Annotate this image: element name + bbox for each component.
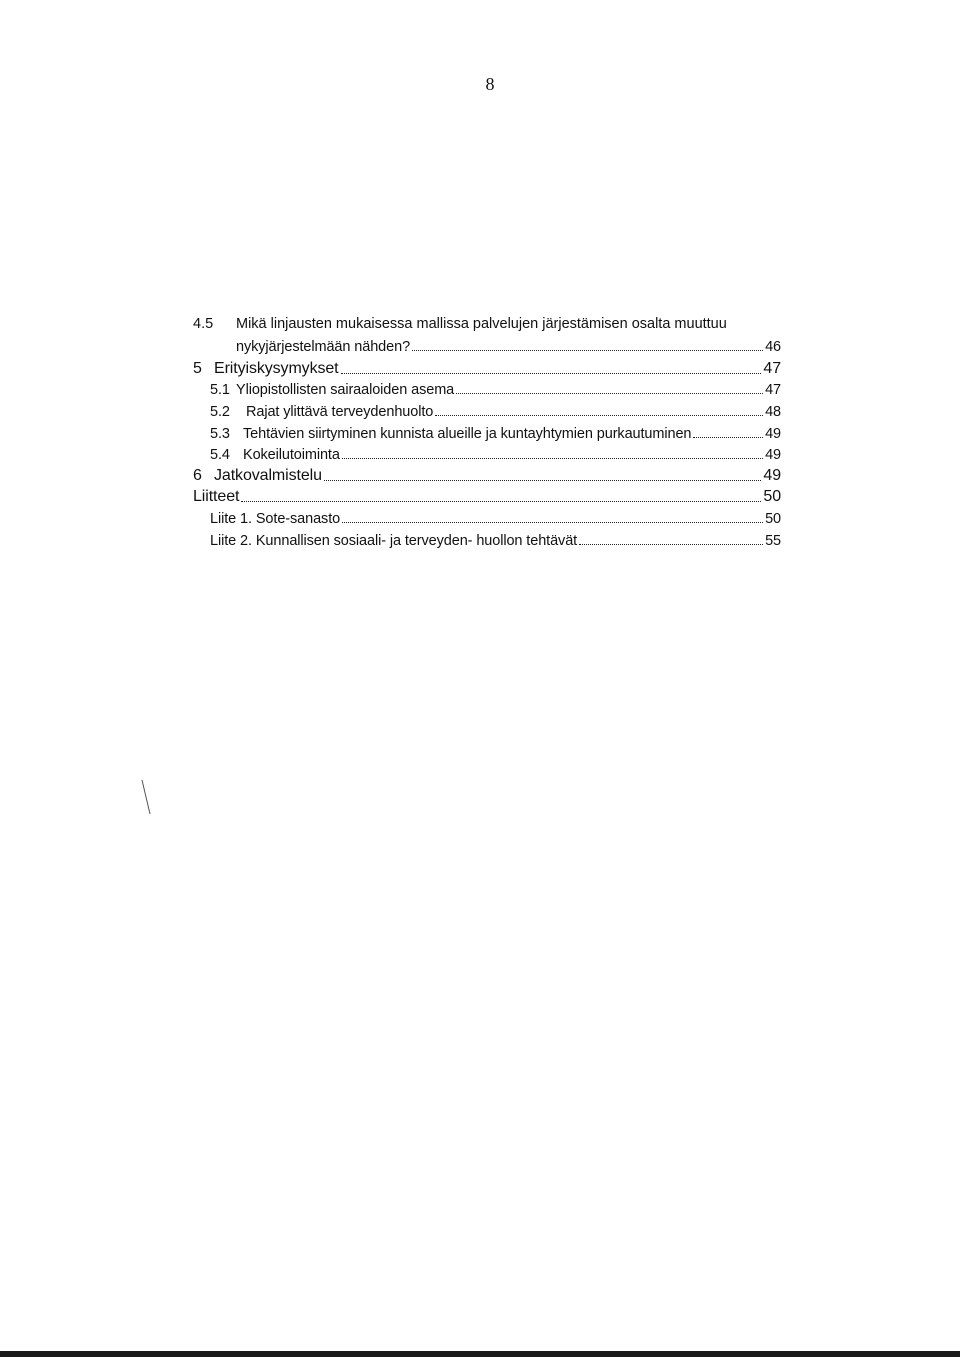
toc-item-4-5-page: 46 [765,339,781,355]
toc-item-5-2[interactable] [210,404,781,420]
leader-dots [693,437,763,438]
toc-item-4-5-number: 4.5 [193,316,214,332]
toc-item-liite-2[interactable] [210,533,781,549]
table-of-contents [0,0,960,600]
toc-item-liitteet-page: 50 [763,488,781,505]
toc-item-liite-1[interactable] [210,511,781,527]
leader-dots [342,458,763,459]
toc-item-5-1-number: 5.1 [210,382,230,398]
leader-dots [579,544,763,545]
toc-item-liite-2-title: Liite 2. Kunnallisen sosiaali- ja terveyden- huollon tehtävät [210,533,578,549]
toc-item-5-title: Erityiskysymykset [214,360,339,377]
toc-item-5-4-page: 49 [765,447,781,463]
toc-item-5-3[interactable] [210,426,781,442]
toc-item-5[interactable] [193,360,781,378]
scan-bottom-edge [0,1351,960,1357]
toc-item-5-4-number: 5.4 [210,447,230,463]
toc-item-6-title: Jatkovalmistelu [214,467,322,484]
toc-item-5-4[interactable] [210,447,781,463]
toc-item-liitteet-title: Liitteet [193,488,240,505]
toc-item-5-2-number: 5.2 [210,404,230,420]
leader-dots [435,415,763,416]
toc-item-5-4-title: Kokeilutoiminta [243,447,340,463]
toc-item-5-1-title: Yliopistollisten sairaaloiden asema [236,382,455,398]
toc-item-5-2-page: 48 [765,404,781,420]
leader-dots [342,522,763,523]
toc-item-6-number: 6 [193,467,202,484]
leader-dots [324,480,762,481]
toc-item-5-3-page: 49 [765,426,781,442]
toc-item-5-2-title: Rajat ylittävä terveydenhuolto [246,404,434,420]
page-number: 8 [485,74,495,94]
toc-item-5-number: 5 [193,360,202,377]
toc-item-6[interactable] [193,467,781,485]
toc-item-5-3-title: Tehtävien siirtyminen kunnista alueille ja kuntayhtymien purkautuminen [243,426,692,442]
toc-item-liitteet[interactable] [193,488,781,506]
toc-item-4-5-title-line1: Mikä linjausten mukaisessa mallissa palvelujen järjestämisen osalta muuttuu [236,316,727,332]
leader-dots [412,350,763,351]
leader-dots [341,373,762,374]
toc-item-liite-1-page: 50 [765,511,781,527]
toc-item-4-5[interactable] [236,339,781,355]
toc-item-6-page: 49 [763,467,781,484]
toc-item-liite-2-page: 55 [765,533,781,549]
toc-item-4-5-title-line2: nykyjärjestelmään nähden? [236,339,411,355]
leader-dots [456,393,763,394]
toc-item-5-3-number: 5.3 [210,426,230,442]
scan-artifact [140,778,154,818]
toc-item-5-1[interactable] [210,382,781,398]
toc-item-5-1-page: 47 [765,382,781,398]
toc-item-5-page: 47 [763,360,781,377]
leader-dots [241,501,761,502]
toc-item-liite-1-title: Liite 1. Sote-sanasto [210,511,341,527]
